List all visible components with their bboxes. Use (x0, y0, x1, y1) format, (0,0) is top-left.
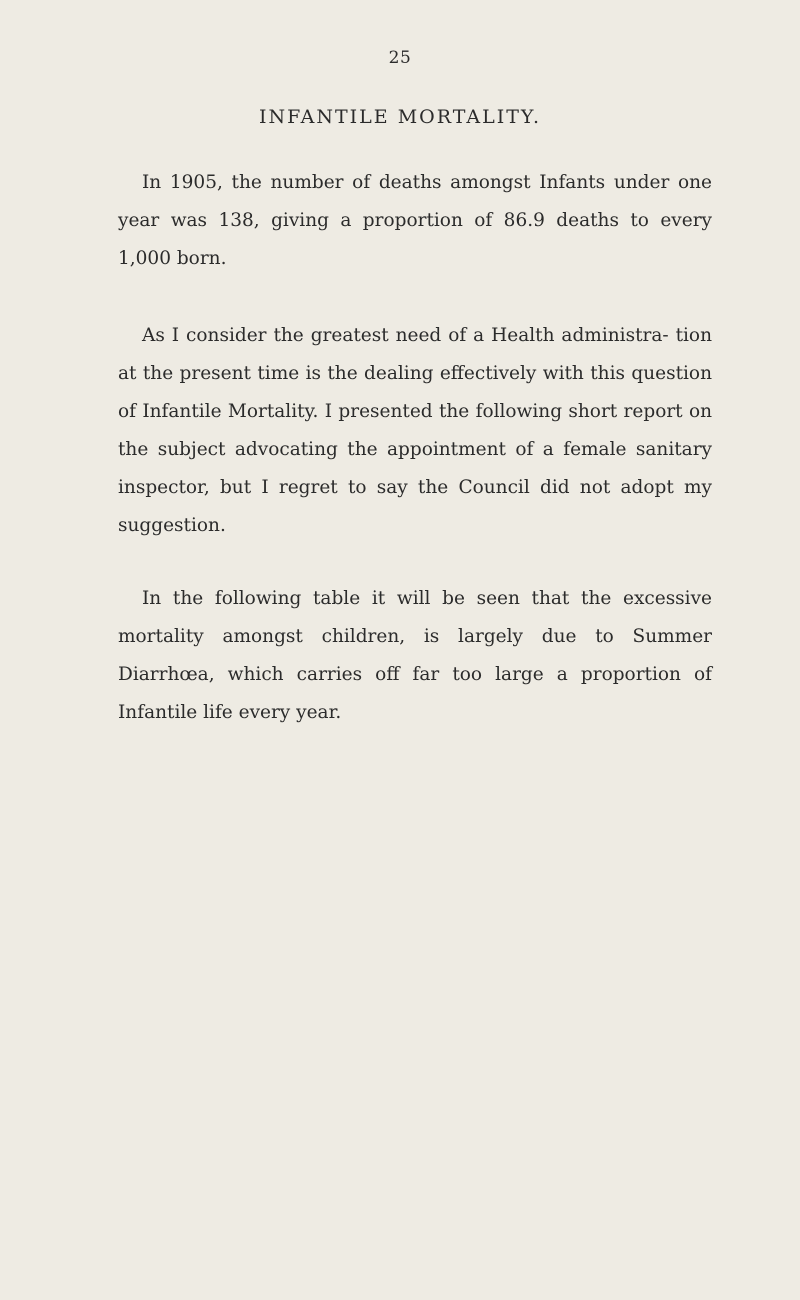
page-number: 25 (388, 48, 412, 68)
section-heading: INFANTILE MORTALITY. (259, 106, 541, 128)
paragraph-sanitary-inspector: As I consider the greatest need of a Health administra- tion at the present time is the dealing effectively with this question of Infantile Mortality. I presented the following short report on the subject advocating the appointment of a female sanitary inspector, but I regret to say the Council did not adopt my suggestion. (118, 325, 712, 536)
paragraph-infant-deaths: In 1905, the number of deaths amongst Infants under one year was 138, giving a proportion of 86.9 deaths to every 1,000 born. (118, 172, 712, 269)
paragraph-summer-diarrhoea: In the following table it will be seen that the excessive mortality amongst children, is largely due to Summer Diarrhœa, which carries off far too large a proportion of Infantile life every year. (118, 588, 712, 723)
